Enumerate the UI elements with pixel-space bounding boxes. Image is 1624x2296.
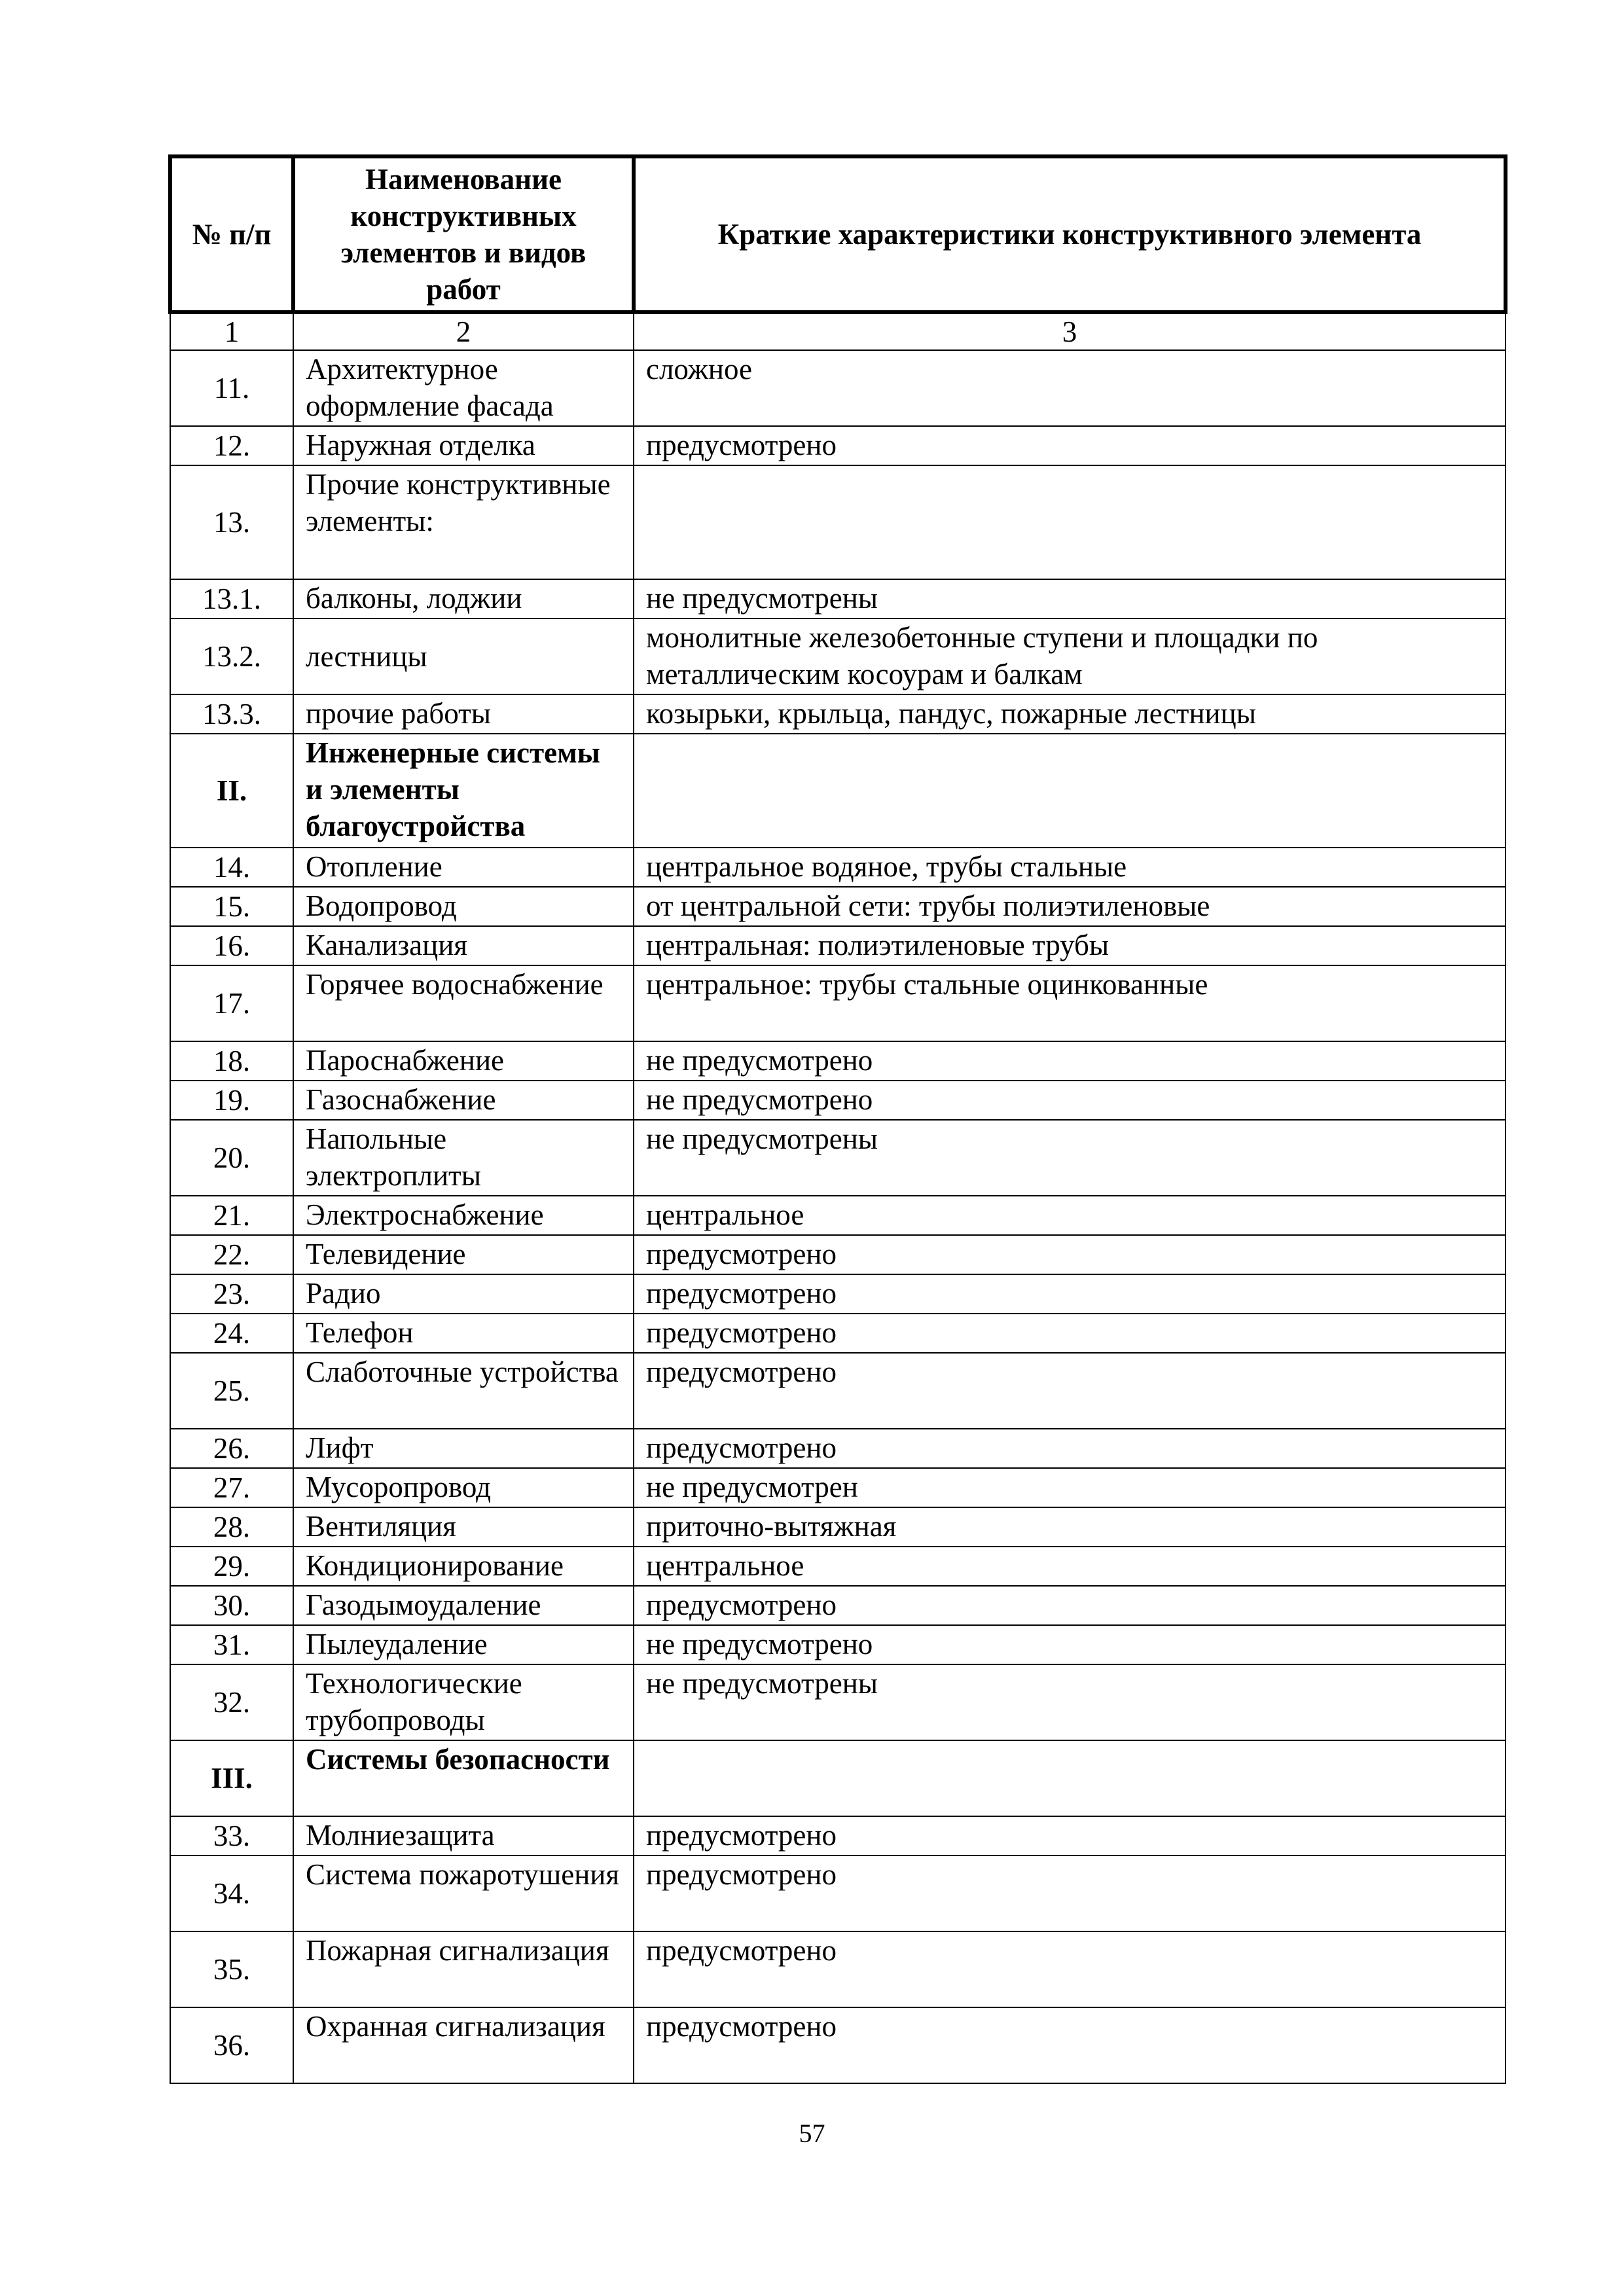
row-number: 20. <box>170 1120 293 1196</box>
row-name: Радио <box>293 1274 634 1314</box>
row-name: Лифт <box>293 1429 634 1468</box>
table-row <box>170 619 1506 694</box>
table-row <box>170 1353 1506 1429</box>
row-name: Пылеудаление <box>293 1625 634 1664</box>
row-number: 13.3. <box>170 694 293 734</box>
row-number: 13. <box>170 465 293 579</box>
row-description: не предусмотрено <box>634 1041 1506 1081</box>
row-name: Пароснабжение <box>293 1041 634 1081</box>
row-name: Архитектурное оформление фасада <box>293 350 634 426</box>
row-number: 23. <box>170 1274 293 1314</box>
row-number: 17. <box>170 965 293 1041</box>
page-number: 57 <box>799 2119 825 2148</box>
table-row <box>170 2007 1506 2083</box>
row-number: 12. <box>170 426 293 465</box>
table-row <box>170 1274 1506 1314</box>
row-number: 35. <box>170 1931 293 2007</box>
row-description: предусмотрено <box>634 1314 1506 1353</box>
section-title: Системы безопасности <box>293 1740 634 1816</box>
row-number: 18. <box>170 1041 293 1081</box>
row-number: 24. <box>170 1314 293 1353</box>
row-name: Кондиционирование <box>293 1547 634 1586</box>
table-row <box>170 426 1506 465</box>
table-row <box>170 1625 1506 1664</box>
row-description: не предусмотрены <box>634 1120 1506 1196</box>
row-description: предусмотрено <box>634 1235 1506 1274</box>
row-name: прочие работы <box>293 694 634 734</box>
row-number: 32. <box>170 1664 293 1740</box>
row-name: балконы, лоджии <box>293 579 634 619</box>
row-name: Вентиляция <box>293 1507 634 1547</box>
row-number: 30. <box>170 1586 293 1625</box>
row-number: 25. <box>170 1353 293 1429</box>
row-number: 13.2. <box>170 619 293 694</box>
row-description: центральное: трубы стальные оцинкованные <box>634 965 1506 1041</box>
row-name: лестницы <box>293 619 634 694</box>
section-number: II. <box>170 734 293 848</box>
row-number: 34. <box>170 1856 293 1931</box>
section-title: Инженерные системы и элементы благоустройства <box>293 734 634 848</box>
table-row <box>170 1235 1506 1274</box>
row-description: предусмотрено <box>634 1586 1506 1625</box>
row-description: предусмотрено <box>634 1856 1506 1931</box>
table-row <box>170 1196 1506 1235</box>
table-row <box>170 1586 1506 1625</box>
row-name: Наружная отделка <box>293 426 634 465</box>
row-name: Отопление <box>293 848 634 887</box>
row-description: предусмотрено <box>634 1353 1506 1429</box>
row-description: не предусмотрен <box>634 1468 1506 1507</box>
row-description <box>634 1740 1506 1816</box>
row-number: 36. <box>170 2007 293 2083</box>
table-row <box>170 965 1506 1041</box>
table-row <box>170 694 1506 734</box>
row-name: Электроснабжение <box>293 1196 634 1235</box>
column-number: 1 <box>170 312 293 350</box>
table-row <box>170 926 1506 965</box>
table-row <box>170 1507 1506 1547</box>
row-number: 28. <box>170 1507 293 1547</box>
row-name: Охранная сигнализация <box>293 2007 634 2083</box>
table-row <box>170 579 1506 619</box>
row-description: не предусмотрено <box>634 1625 1506 1664</box>
row-description <box>634 734 1506 848</box>
row-number: 11. <box>170 350 293 426</box>
row-name: Газодымоудаление <box>293 1586 634 1625</box>
row-description: козырьки, крыльца, пандус, пожарные лестницы <box>634 694 1506 734</box>
row-number: 16. <box>170 926 293 965</box>
row-number: 33. <box>170 1816 293 1856</box>
row-name: Молниезащита <box>293 1816 634 1856</box>
column-number: 3 <box>634 312 1506 350</box>
row-description: центральное <box>634 1547 1506 1586</box>
row-name: Телевидение <box>293 1235 634 1274</box>
row-name: Канализация <box>293 926 634 965</box>
row-description: от центральной сети: трубы полиэтиленовые <box>634 887 1506 926</box>
row-number: 31. <box>170 1625 293 1664</box>
row-description: центральное <box>634 1196 1506 1235</box>
header-characteristics: Краткие характеристики конструктивного элемента <box>634 156 1506 312</box>
row-description: предусмотрено <box>634 1931 1506 2007</box>
column-number-row <box>170 312 1506 350</box>
table-row <box>170 1856 1506 1931</box>
row-number: 21. <box>170 1196 293 1235</box>
row-name: Телефон <box>293 1314 634 1353</box>
row-name: Пожарная сигнализация <box>293 1931 634 2007</box>
row-number: 13.1. <box>170 579 293 619</box>
table-row <box>170 1120 1506 1196</box>
row-description: предусмотрено <box>634 2007 1506 2083</box>
row-number: 27. <box>170 1468 293 1507</box>
row-number: 15. <box>170 887 293 926</box>
table-row <box>170 1081 1506 1120</box>
table-row <box>170 1931 1506 2007</box>
row-name: Прочие конструктивные элементы: <box>293 465 634 579</box>
table-row <box>170 1429 1506 1468</box>
row-description: не предусмотрено <box>634 1081 1506 1120</box>
row-description: не предусмотрены <box>634 579 1506 619</box>
table-row <box>170 1468 1506 1507</box>
table-row <box>170 887 1506 926</box>
row-description: монолитные железобетонные ступени и площадки по металлическим косоурам и балкам <box>634 619 1506 694</box>
row-name: Водопровод <box>293 887 634 926</box>
row-name: Технологические трубопроводы <box>293 1664 634 1740</box>
row-number: 26. <box>170 1429 293 1468</box>
row-description: предусмотрено <box>634 426 1506 465</box>
table-row <box>170 1041 1506 1081</box>
row-description: предусмотрено <box>634 1429 1506 1468</box>
section-row <box>170 1740 1506 1816</box>
characteristics-table <box>168 154 1507 2084</box>
row-number: 19. <box>170 1081 293 1120</box>
row-description <box>634 465 1506 579</box>
row-description: сложное <box>634 350 1506 426</box>
table-row <box>170 1816 1506 1856</box>
row-description: приточно-вытяжная <box>634 1507 1506 1547</box>
row-number: 29. <box>170 1547 293 1586</box>
header-row <box>170 156 1506 312</box>
row-description: центральное водяное, трубы стальные <box>634 848 1506 887</box>
table-row <box>170 465 1506 579</box>
header-number: № п/п <box>170 156 293 312</box>
row-number: 22. <box>170 1235 293 1274</box>
column-number: 2 <box>293 312 634 350</box>
table-row <box>170 1664 1506 1740</box>
row-description: не предусмотрены <box>634 1664 1506 1740</box>
table-row <box>170 1547 1506 1586</box>
table-row <box>170 350 1506 426</box>
row-name: Газоснабжение <box>293 1081 634 1120</box>
table-row <box>170 1314 1506 1353</box>
row-description: предусмотрено <box>634 1274 1506 1314</box>
table-row <box>170 848 1506 887</box>
section-number: III. <box>170 1740 293 1816</box>
row-description: центральная: полиэтиленовые трубы <box>634 926 1506 965</box>
row-name: Мусоропровод <box>293 1468 634 1507</box>
row-name: Система пожаротушения <box>293 1856 634 1931</box>
section-row <box>170 734 1506 848</box>
row-number: 14. <box>170 848 293 887</box>
row-name: Слаботочные устройства <box>293 1353 634 1429</box>
row-name: Горячее водоснабжение <box>293 965 634 1041</box>
row-description: предусмотрено <box>634 1816 1506 1856</box>
row-name: Напольные электроплиты <box>293 1120 634 1196</box>
header-element-name: Наименование конструктивных элементов и видов работ <box>293 156 634 312</box>
